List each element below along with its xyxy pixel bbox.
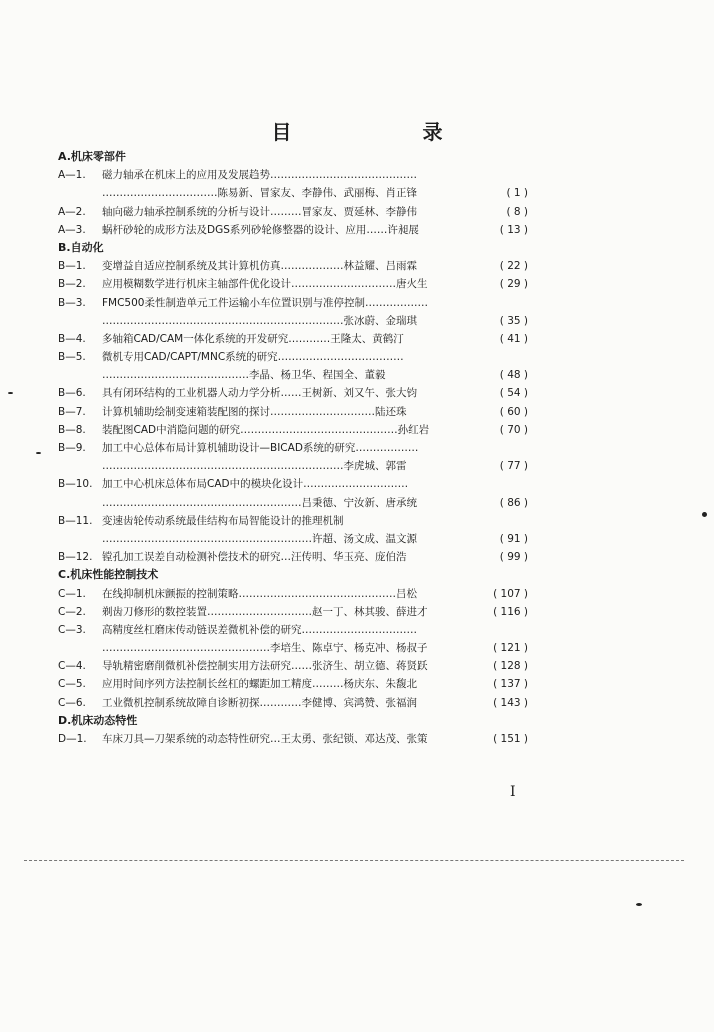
entry-page: ( 151 ) [493, 733, 528, 745]
toc-heading: 目 录 [271, 120, 505, 144]
entry-code: B—10. [58, 478, 93, 491]
toc-entry-line [58, 730, 528, 748]
toc-entry-line [58, 366, 528, 384]
toc-entry-line [58, 275, 528, 293]
entry-title: 计算机辅助绘制变速箱装配图的探讨…………………………陆还珠 [102, 405, 407, 418]
entry-authors: ……………………………………………………许超、汤文成、温文源 [102, 532, 417, 545]
entry-code: C—1. [58, 587, 86, 600]
entry-page: ( 1 ) [506, 187, 528, 200]
entry-code: A—3. [58, 223, 86, 236]
entry-code: C—2. [58, 605, 86, 618]
scan-speck [36, 452, 41, 454]
entry-authors: ……………………………………………………………李虎城、郭雷 [102, 460, 407, 473]
entry-title: 镗孔加工误差自动检测补偿技术的研究…汪传明、华玉亮、庞伯浩 [102, 551, 407, 564]
entry-code: B—3. [58, 296, 86, 309]
entry-page: ( 22 ) [499, 260, 528, 273]
entry-title: 装配图CAD中消隐问题的研究………………………………………孙红岩 [102, 423, 430, 436]
entry-code: C—5. [58, 678, 86, 691]
entry-code: B—6. [58, 387, 86, 400]
toc-entry-line [58, 675, 528, 693]
entry-page: ( 86 ) [499, 496, 528, 509]
toc-entry-line [58, 530, 528, 548]
entry-page: ( 107 ) [493, 587, 528, 600]
entry-title: 加工中心总体布局计算机辅助设计—BICAD系统的研究……………… [102, 442, 419, 454]
toc-entry-line [58, 621, 528, 639]
entry-authors: ……………………………陈易新、冒家友、李静伟、武丽梅、肖正锋 [102, 187, 417, 200]
entry-code: A—1. [58, 169, 86, 182]
toc-entry-line [58, 512, 528, 530]
toc-entry-line [58, 221, 528, 239]
entry-code: A—2. [58, 205, 86, 218]
entry-title: 加工中心机床总体布局CAD中的模块化设计………………………… [102, 478, 409, 491]
entry-page: ( 99 ) [499, 551, 528, 564]
entry-page: ( 13 ) [499, 223, 528, 236]
toc-entry-line [58, 657, 528, 675]
entry-title: 具有闭环结构的工业机器人动力学分析……王树新、刘又午、张大钧 [102, 387, 417, 400]
entry-code: C—3. [58, 623, 86, 636]
entry-code: D—1. [58, 733, 87, 745]
entry-code: B—4. [58, 332, 86, 345]
entry-title: 高精度丝杠磨床传动链误差微机补偿的研究…………………………… [102, 623, 417, 636]
entry-code: B—5. [58, 351, 86, 364]
bottom-rule [24, 860, 684, 862]
entry-title: 多轴箱CAD/CAM一体化系统的开发研究…………王隆太、黄鹤汀 [102, 332, 404, 345]
section-title: A.机床零部件 [58, 150, 126, 163]
toc-entry-line [58, 494, 528, 512]
scan-speck [8, 392, 13, 394]
entry-title: 在线抑制机床颤振的控制策略………………………………………吕松 [102, 587, 417, 600]
entry-code: B—2. [58, 278, 86, 291]
toc-entry-line [58, 475, 528, 493]
entry-page: ( 54 ) [499, 387, 528, 400]
toc-entry-line [58, 166, 528, 184]
toc-entry-line [58, 257, 528, 275]
toc-entry-line [58, 330, 528, 348]
toc-entry-line [58, 439, 528, 457]
entry-title: FMC500柔性制造单元工件运输小车位置识别与准停控制……………… [102, 296, 428, 309]
entry-code: B—7. [58, 405, 86, 418]
section-title: D.机床动态特性 [58, 713, 138, 727]
entry-page: ( 128 ) [493, 660, 528, 673]
entry-page: ( 35 ) [499, 314, 528, 327]
toc-entry-line [58, 694, 528, 712]
entry-code: B—12. [58, 551, 93, 564]
entry-page: ( 70 ) [499, 423, 528, 436]
entry-page: ( 137 ) [493, 678, 528, 691]
entry-page: ( 116 ) [493, 605, 528, 618]
entry-title: 微机专用CAD/CAPT/MNC系统的研究……………………………… [102, 351, 404, 364]
entry-page: ( 121 ) [493, 642, 528, 655]
entry-page: ( 60 ) [499, 405, 528, 418]
toc-entry-line [58, 348, 528, 366]
entry-code: C—4. [58, 660, 86, 673]
entry-page: ( 29 ) [499, 278, 528, 291]
entry-title: 轴向磁力轴承控制系统的分析与设计………冒家友、贾延林、李静伟 [102, 205, 417, 218]
entry-title: 磁力轴承在机床上的应用及发展趋势…………………………………… [102, 169, 417, 182]
entry-code: C—6. [58, 696, 86, 709]
entry-authors: …………………………………………………吕秉德、宁汝新、唐承统 [102, 496, 417, 509]
entry-page: ( 143 ) [493, 696, 528, 709]
entry-code: B—8. [58, 423, 86, 436]
toc-entry-line [58, 585, 528, 603]
table-of-contents [58, 148, 528, 748]
toc-entry-line [58, 603, 528, 621]
entry-page: ( 91 ) [499, 532, 528, 545]
toc-entry-line [58, 384, 528, 402]
toc-entry-line [58, 403, 528, 421]
entry-title: 导轨精密磨削微机补偿控制实用方法研究……张济生、胡立德、蒋贤跃 [102, 660, 428, 673]
toc-entry-line [58, 203, 528, 221]
entry-title: 工业微机控制系统故障自诊断初探…………李健博、宾鸿赞、张福润 [102, 696, 417, 709]
entry-title: 应用时间序列方法控制长丝杠的螺距加工精度………杨庆东、朱馥北 [102, 678, 417, 691]
toc-entry-line [58, 312, 528, 330]
entry-authors: ……………………………………………………………张冰蔚、金瑞琪 [102, 314, 417, 327]
toc-entry-line [58, 184, 528, 202]
entry-page: ( 48 ) [499, 369, 528, 382]
entry-title: 变速齿轮传动系统最佳结构布局智能设计的推理机制 [102, 514, 344, 527]
entry-title: 应用模糊数学进行机床主轴部件优化设计…………………………唐火生 [102, 278, 428, 291]
entry-page: ( 8 ) [506, 205, 528, 218]
entry-title: 剃齿刀修形的数控装置…………………………赵一丁、林其骏、薛进才 [102, 605, 428, 618]
toc-entry-line [58, 421, 528, 439]
toc-entry-line [58, 639, 528, 657]
entry-page: ( 41 ) [499, 332, 528, 345]
entry-title: 变增益自适应控制系统及其计算机仿真………………林益耀、吕雨霖 [102, 260, 417, 273]
entry-code: B—1. [58, 260, 86, 273]
entry-authors: …………………………………………李培生、陈卓宁、杨克冲、杨叔子 [102, 642, 428, 655]
toc-entry-line [58, 548, 528, 566]
scan-speck [702, 512, 707, 517]
entry-code: B—9. [58, 442, 86, 454]
toc-entry-line [58, 294, 528, 312]
entry-title: 车床刀具—刀架系统的动态特性研究…王太勇、张纪锁、邓达茂、张策 [102, 733, 428, 745]
entry-page: ( 77 ) [499, 460, 528, 473]
scan-speck [636, 903, 642, 906]
entry-title: 蜗杆砂轮的成形方法及DGS系列砂轮修整器的设计、应用……许昶展 [102, 223, 419, 236]
section-title: C.机床性能控制技术 [58, 568, 159, 582]
section-title: B.自动化 [58, 240, 104, 254]
toc-entry-line [58, 457, 528, 475]
entry-code: B—11. [58, 514, 93, 527]
entry-authors: ……………………………………李晶、杨卫华、程国全、董毅 [102, 369, 386, 382]
page-folio: I [510, 784, 516, 800]
